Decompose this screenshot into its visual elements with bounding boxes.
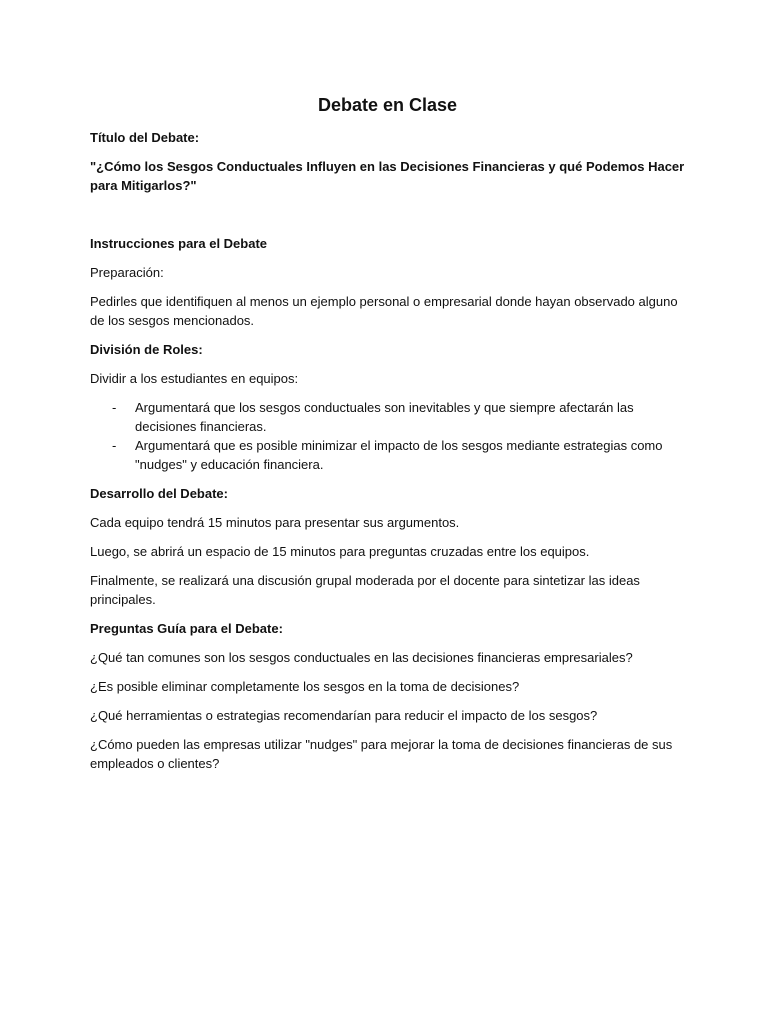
- roles-label: División de Roles:: [90, 342, 203, 357]
- instructions-heading: Instrucciones para el Debate: [90, 236, 268, 251]
- questions-label: Preguntas Guía para el Debate:: [90, 621, 283, 636]
- list-item: [90, 436, 685, 474]
- development-paragraph: Luego, se abrirá un espacio de 15 minutos para preguntas cruzadas entre los equipos.: [90, 544, 590, 559]
- spacer: [90, 205, 685, 234]
- dash-bullet-icon: -: [112, 438, 117, 453]
- preparation-label: Preparación:: [90, 265, 164, 280]
- document-title: Debate en Clase: [317, 95, 458, 115]
- question-item: ¿Cómo pueden las empresas utilizar "nudges" para mejorar la toma de decisiones financieras de sus empleados o clientes?: [90, 737, 673, 771]
- development-paragraph: Cada equipo tendrá 15 minutos para presentar sus argumentos.: [90, 515, 460, 530]
- question-item: ¿Qué tan comunes son los sesgos conductuales en las decisiones financieras empresariales?: [90, 650, 633, 665]
- question-item: ¿Qué herramientas o estrategias recomendarían para reducir el impacto de los sesgos?: [90, 708, 598, 723]
- role-item-text: Argumentará que los sesgos conductuales son inevitables y que siempre afectarán las decisiones financieras.: [135, 400, 634, 434]
- preparation-text: Pedirles que identifiquen al menos un ejemplo personal o empresarial donde hayan observado alguno de los sesgos mencionados.: [90, 294, 678, 328]
- development-paragraph: Finalmente, se realizará una discusión grupal moderada por el docente para sintetizar las ideas principales.: [90, 573, 640, 607]
- debate-title-label: Título del Debate:: [90, 130, 200, 145]
- question-item: ¿Es posible eliminar completamente los sesgos en la toma de decisiones?: [90, 679, 520, 694]
- roles-intro: Dividir a los estudiantes en equipos:: [90, 371, 299, 386]
- document-body: [90, 93, 685, 783]
- list-item: [90, 398, 685, 436]
- role-item-text: Argumentará que es posible minimizar el impacto de los sesgos mediante estrategias como "nudges" y educación financiera.: [135, 438, 663, 472]
- dash-bullet-icon: -: [112, 400, 117, 415]
- roles-list: [90, 398, 685, 474]
- debate-title: "¿Cómo los Sesgos Conductuales Influyen en las Decisiones Financieras y qué Podemos Hacer para Mitigarlos?": [90, 159, 685, 193]
- development-label: Desarrollo del Debate:: [90, 486, 228, 501]
